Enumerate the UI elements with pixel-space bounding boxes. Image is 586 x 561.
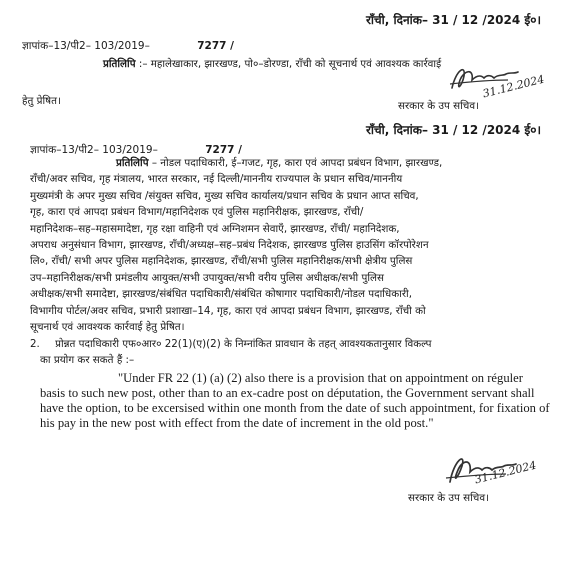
signature-date-2: 31.12.2024 <box>473 458 538 487</box>
distribution-line: राँची/अवर सचिव, गृह मंत्रालय, भारत सरकार, नई दिल्ली/माननीय राज्यपाल के प्रधान सचिव/माननीय <box>30 173 403 186</box>
copy-label: प्रतिलिपि <box>103 58 136 70</box>
distribution-line: विभागीय पोर्टल/अवर सचिव, प्रभारी प्रशाखा–14, गृह, कारा एवं आपदा प्रबंधन विभाग, झारखण्ड, राँची को <box>30 304 426 317</box>
distribution-line: महानिदेशक–सह–महासमादेष्टा, गृह रक्षा वाहिनी एवं अग्निशमन सेवाएँ, झारखण्ड, राँची/ महानिदेशक, <box>30 222 400 235</box>
distribution-list <box>30 155 582 335</box>
signatory-1: सरकार के उप सचिव। <box>398 100 479 112</box>
note-paragraph <box>30 336 431 352</box>
signatory-2: सरकार के उप सचिव। <box>408 492 489 504</box>
place-date-1: राँची, दिनांक– 31 / 12 /2024 ई०। <box>366 13 542 27</box>
memo-prefix: ज्ञापांक–13/पी2– 103/2019– <box>22 40 150 52</box>
note-continuation: का प्रयोग कर सकते हैं :– <box>40 354 135 366</box>
note-text: प्रोन्नत पदाधिकारी एफ०आर० 22(1)(ए)(2) के निम्नांकित प्रावधान के तहत् आवश्यकतानुसार विकल्प <box>55 338 432 350</box>
quote-line: his pay in the new post with effect from the date of increment in the old post." <box>40 416 434 430</box>
quote-line: basis to such new post, other than to an ex-cadre post on députation, the Government servant shall <box>40 386 535 400</box>
distribution-line <box>30 155 582 171</box>
copy-line-1 <box>103 56 441 72</box>
quote-line: "Under FR 22 (1) (a) (2) also there is a provision that on appointment on réguler <box>118 371 523 385</box>
memo-dispatch-number: 7277 / <box>205 144 242 156</box>
memo-dispatch-number: 7277 / <box>197 40 234 52</box>
place-date-2: राँची, दिनांक– 31 / 12 /2024 ई०। <box>366 123 542 137</box>
distribution-line: मुख्यमंत्री के अपर मुख्य सचिव /संयुक्त सचिव, मुख्य सचिव कार्यालय/प्रधान सचिव के प्रधान आप्त सचिव, <box>30 189 419 202</box>
copy-label: प्रतिलिपि <box>116 157 149 169</box>
quote-line: have the option, to be excersised within one month from the date of such appointment, for fixation of <box>40 401 550 415</box>
memo-number-1 <box>22 39 234 53</box>
distribution-text: – नोडल पदाधिकारी, ई–गजट, गृह, कारा एवं आपदा प्रबंधन विभाग, झारखण्ड, <box>151 157 443 169</box>
signature-date-1: 31.12.2024 <box>481 72 546 101</box>
copy-continuation-1: हेतु प्रेषित। <box>22 95 61 107</box>
distribution-line: अपराध अनुसंधान विभाग, झारखण्ड, राँची/अध्यक्ष–सह–प्रबंध निदेशक, झारखण्ड पुलिस हाउसिंग कॉरपोरेशन <box>30 239 429 252</box>
memo-prefix: ज्ञापांक–13/पी2– 103/2019– <box>30 144 158 156</box>
distribution-line: सूचनार्थ एवं आवश्यक कार्रवाई हेतु प्रेषित। <box>30 321 185 334</box>
distribution-line: अधीक्षक/सभी समादेष्टा, झारखण्ड/संबंधित पदाधिकारी/संबंधित कोषागार पदाधिकारी/नोडल पदाधिकारी, <box>30 288 412 301</box>
note-number: 2. <box>30 338 40 350</box>
distribution-line: उप–महानिरीक्षक/सभी प्रमंडलीय आयुक्त/सभी उपायुक्त/सभी वरीय पुलिस अधीक्षक/सभी पुलिस <box>30 271 384 284</box>
distribution-line: लि०, राँची/ सभी अपर पुलिस महानिदेशक, झारखण्ड, राँची/सभी पुलिस महानिरीक्षक/सभी क्षेत्रीय पुलिस <box>30 255 413 268</box>
distribution-line: गृह, कारा एवं आपदा प्रबंधन विभाग/महानिदेशक एवं पुलिस महानिरीक्षक, झारखण्ड, राँची/ <box>30 206 364 219</box>
copy-text: :– महालेखाकार, झारखण्ड, पो०–डोरण्डा, राँची को सूचनार्थ एवं आवश्यक कार्रवाई <box>138 58 442 70</box>
